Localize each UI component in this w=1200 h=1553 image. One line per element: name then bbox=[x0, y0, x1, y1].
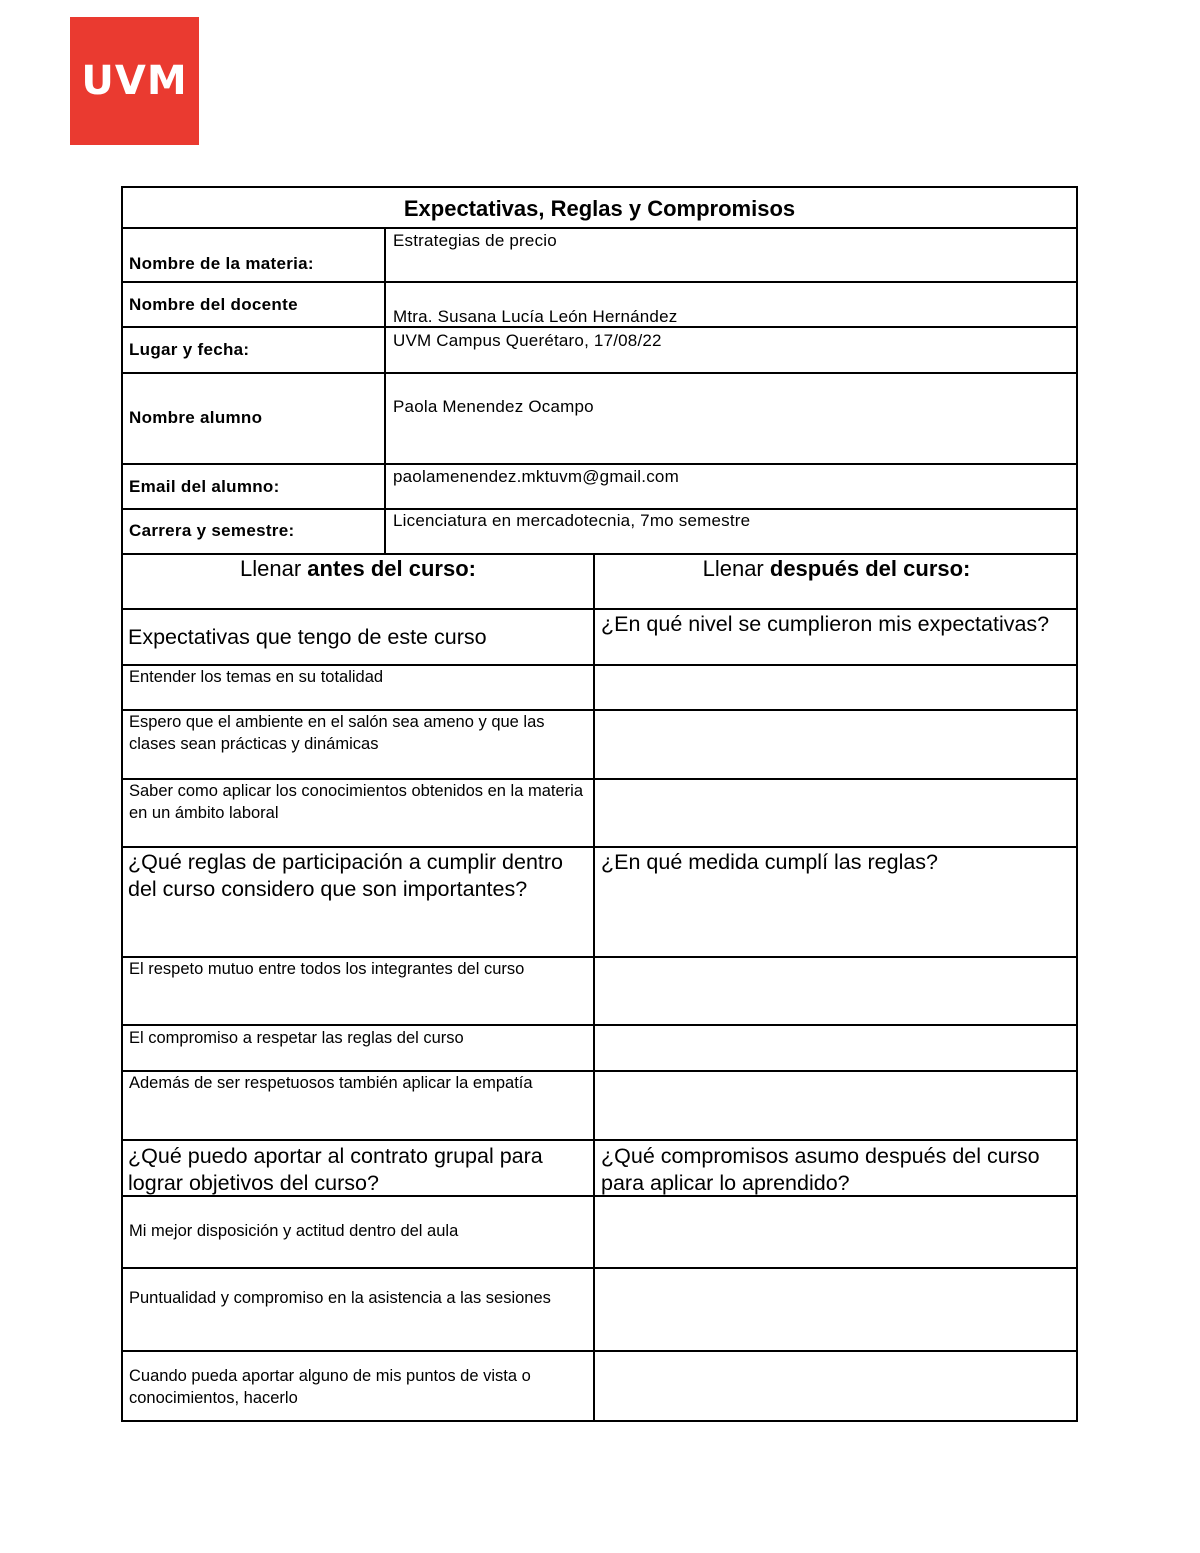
row-divider bbox=[121, 1267, 1078, 1269]
label-nombre-alumno: Nombre alumno bbox=[129, 408, 263, 427]
value-carrera: Licenciatura en mercadotecnia, 7mo semestre bbox=[393, 511, 751, 530]
uvm-logo bbox=[70, 17, 199, 145]
row-divider bbox=[121, 508, 1078, 510]
row-divider bbox=[121, 1024, 1078, 1026]
value-docente: Mtra. Susana Lucía León Hernández bbox=[393, 307, 678, 326]
column-divider bbox=[384, 227, 386, 553]
answer-regla-1: El respeto mutuo entre todos los integrantes del curso bbox=[129, 960, 525, 978]
column-heading-before-bold: antes del curso: bbox=[307, 556, 476, 581]
answer-aporte-1: Mi mejor disposición y actitud dentro del aula bbox=[129, 1222, 459, 1240]
label-lugar-fecha: Lugar y fecha: bbox=[129, 340, 250, 359]
row-divider bbox=[121, 227, 1078, 229]
column-heading-after-prefix: Llenar bbox=[702, 556, 770, 581]
label-materia: Nombre de la materia: bbox=[129, 254, 314, 273]
answer-expectativa-3: Saber como aplicar los conocimientos obtenidos en la materia en un ámbito laboral bbox=[129, 782, 583, 822]
row-divider bbox=[121, 846, 1078, 848]
answer-regla-3: Además de ser respetuosos también aplicar la empatía bbox=[129, 1074, 533, 1092]
question-reglas: ¿Qué reglas de participación a cumplir dentro del curso considero que son importantes? bbox=[128, 850, 563, 901]
answer-aporte-3: Cuando pueda aportar alguno de mis puntos de vista o conocimientos, hacerlo bbox=[129, 1367, 531, 1407]
label-email: Email del alumno: bbox=[129, 477, 280, 496]
row-divider bbox=[121, 608, 1078, 610]
answer-regla-2: El compromiso a respetar las reglas del curso bbox=[129, 1029, 464, 1047]
column-heading-after bbox=[595, 556, 1078, 582]
answer-expectativa-1: Entender los temas en su totalidad bbox=[129, 668, 384, 686]
row-divider bbox=[121, 281, 1078, 283]
column-divider bbox=[593, 553, 595, 1422]
row-divider bbox=[121, 553, 1078, 555]
question-aportar: ¿Qué puedo aportar al contrato grupal para lograr objetivos del curso? bbox=[128, 1144, 543, 1195]
value-lugar-fecha: UVM Campus Querétaro, 17/08/22 bbox=[393, 331, 662, 350]
row-divider bbox=[121, 1139, 1078, 1141]
answer-aporte-2: Puntualidad y compromiso en la asistencia a las sesiones bbox=[129, 1289, 551, 1307]
value-nombre-alumno: Paola Menendez Ocampo bbox=[393, 397, 594, 416]
row-divider bbox=[121, 372, 1078, 374]
logo-text: UVM bbox=[81, 58, 188, 104]
column-heading-before bbox=[121, 556, 595, 582]
question-nivel-expectativas: ¿En qué nivel se cumplieron mis expectativas? bbox=[601, 612, 1050, 636]
value-materia: Estrategias de precio bbox=[393, 231, 557, 250]
label-docente: Nombre del docente bbox=[129, 295, 298, 314]
question-compromisos: ¿Qué compromisos asumo después del curso para aplicar lo aprendido? bbox=[601, 1144, 1040, 1195]
answer-expectativa-2: Espero que el ambiente en el salón sea ameno y que las clases sean prácticas y dinámicas bbox=[129, 713, 545, 753]
row-divider bbox=[121, 463, 1078, 465]
column-heading-after-bold: después del curso: bbox=[769, 556, 971, 581]
value-email: paolamenendez.mktuvm@gmail.com bbox=[393, 467, 679, 486]
row-divider bbox=[121, 1350, 1078, 1352]
question-expectativas: Expectativas que tengo de este curso bbox=[128, 625, 487, 649]
form-title: Expectativas, Reglas y Compromisos bbox=[403, 196, 796, 221]
column-heading-before-prefix: Llenar bbox=[240, 556, 308, 581]
label-carrera: Carrera y semestre: bbox=[129, 521, 295, 540]
question-medida-reglas: ¿En qué medida cumplí las reglas? bbox=[601, 850, 939, 874]
